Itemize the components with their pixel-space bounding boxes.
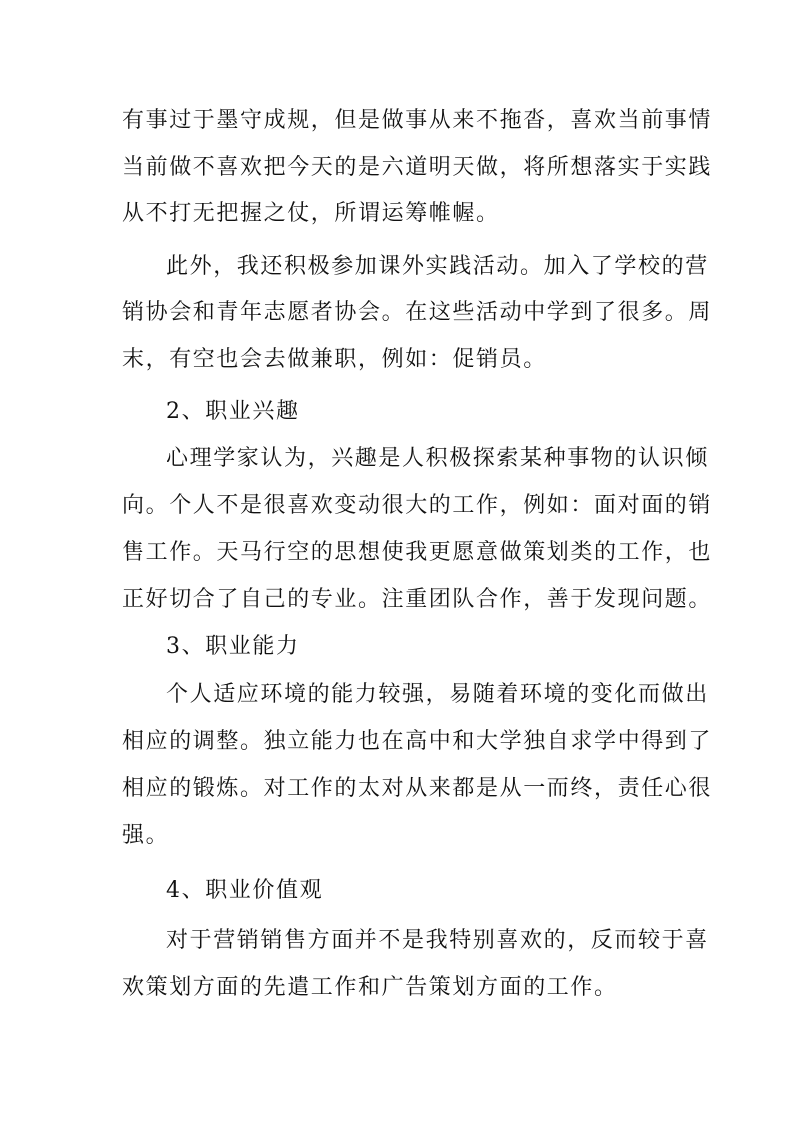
- paragraph-line: 对于营销销售方面并不是我特别喜欢的，反而较于喜: [166, 928, 709, 953]
- paragraph-line: 有事过于墨守成规，但是做事从来不拖沓，喜欢当前事情: [122, 108, 713, 133]
- section-heading: 4、职业价值观: [166, 878, 324, 903]
- paragraph-line: 末，有空也会去做兼职，例如：促销员。: [122, 347, 547, 372]
- paragraph-line: 相应的调整。独立能力也在高中和大学独自求学中得到了: [122, 729, 713, 754]
- paragraph-line: 欢策划方面的先遣工作和广告策划方面的工作。: [122, 975, 618, 1000]
- paragraph-line: 个人适应环境的能力较强，易随着环境的变化而做出: [166, 682, 709, 707]
- paragraph-line: 售工作。天马行空的思想使我更愿意做策划类的工作，也: [122, 540, 713, 565]
- section-heading: 3、职业能力: [166, 634, 300, 659]
- paragraph-line: 心理学家认为，兴趣是人积极探索某种事物的认识倾: [166, 446, 709, 471]
- paragraph-line: 相应的锻炼。对工作的太对从来都是从一而终，责任心很: [122, 776, 713, 801]
- paragraph-line: 销协会和青年志愿者协会。在这些活动中学到了很多。周: [122, 300, 713, 325]
- paragraph-line: 向。个人不是很喜欢变动很大的工作，例如：面对面的销: [122, 493, 713, 518]
- paragraph-line: 此外，我还积极参加课外实践活动。加入了学校的营: [166, 254, 709, 279]
- paragraph-line: 从不打无把握之仗，所谓运筹帷幄。: [122, 201, 500, 226]
- section-heading: 2、职业兴趣: [166, 399, 300, 424]
- paragraph-line: 正好切合了自己的专业。注重团队合作，善于发现问题。: [122, 587, 713, 612]
- paragraph-line: 强。: [122, 823, 170, 848]
- paragraph-line: 当前做不喜欢把今天的是六道明天做，将所想落实于实践: [122, 155, 713, 180]
